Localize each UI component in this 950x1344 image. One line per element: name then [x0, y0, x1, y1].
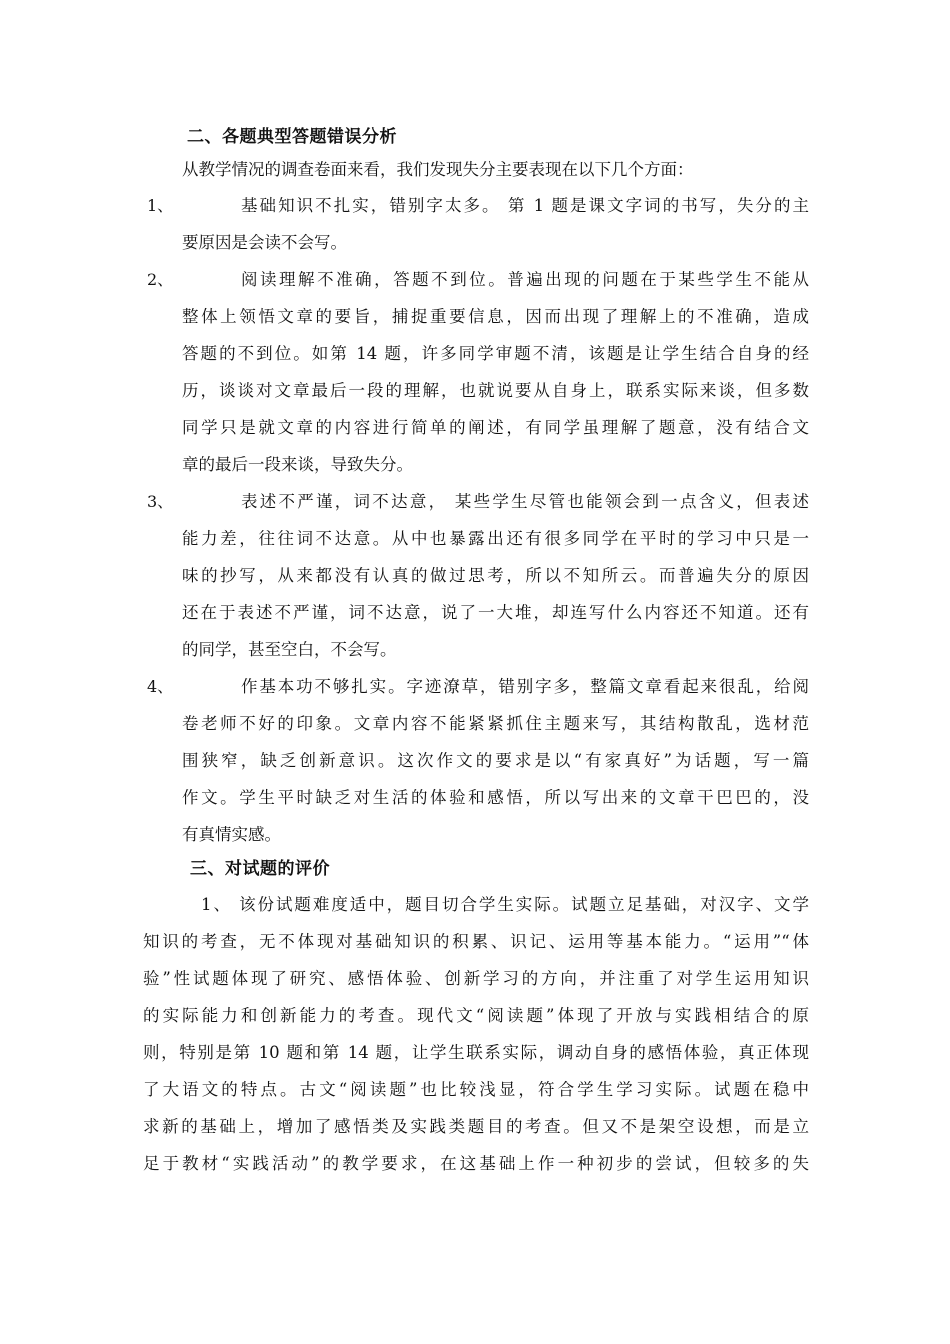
paragraph-line: 知识的考查，无不体现对基础知识的积累、识记、运用等基本能力。“运用”“体	[143, 932, 809, 951]
list-item-line: 阅读理解不准确，答题不到位。普遍出现的问题在于某些学生不能从	[241, 270, 809, 289]
list-item-line: 有真情实感。	[182, 825, 281, 844]
list-item-line: 还在于表述不严谨，词不达意，说了一大堆，却连写什么内容还不知道。还有	[182, 603, 809, 622]
section-intro: 从教学情况的调查卷面来看，我们发现失分主要表现在以下几个方面：	[182, 160, 694, 179]
list-item-number: 2、	[147, 270, 174, 289]
list-item-number: 3、	[147, 492, 174, 511]
paragraph-line: 了大语文的特点。古文“阅读题”也比较浅显，符合学生学习实际。试题在稳中	[143, 1080, 809, 1099]
list-item-number: 1、	[147, 196, 174, 215]
list-item-line: 的同学，甚至空白，不会写。	[182, 640, 397, 659]
list-item-line: 历，谈谈对文章最后一段的理解，也就说要从自身上，联系实际来谈，但多数	[182, 381, 809, 400]
section-heading-2: 二、各题典型答题错误分析	[187, 127, 397, 147]
list-item-line: 章的最后一段来谈，导致失分。	[182, 455, 413, 474]
list-item-line: 要原因是会读不会写。	[182, 233, 347, 252]
list-item-line: 整体上领悟文章的要旨，捕捉重要信息，因而出现了理解上的不准确，造成	[182, 307, 809, 326]
list-item-line: 基础知识不扎实，错别字太多。 第 1 题是课文字词的书写，失分的主	[241, 196, 809, 215]
paragraph-line: 足于教材“实践活动”的教学要求，在这基础上作一种初步的尝试，但较多的失	[143, 1154, 809, 1173]
list-item-line: 围狭窄，缺乏创新意识。这次作文的要求是以“有家真好”为话题，写一篇	[182, 751, 809, 770]
paragraph-line: 求新的基础上，增加了感悟类及实践类题目的考查。但又不是架空设想，而是立	[143, 1117, 809, 1136]
paragraph-line: 验”性试题体现了研究、感悟体验、创新学习的方向，并注重了对学生运用知识	[143, 969, 809, 988]
list-item-line: 答题的不到位。如第 14 题，许多同学审题不清，该题是让学生结合自身的经	[182, 344, 809, 363]
paragraph-line: 则，特别是第 10 题和第 14 题，让学生联系实际，调动自身的感悟体验，真正体现	[143, 1043, 809, 1062]
section-heading-3: 三、对试题的评价	[190, 859, 330, 879]
list-item-line: 卷老师不好的印象。文章内容不能紧紧抓住主题来写，其结构散乱，选材范	[182, 714, 809, 733]
paragraph-line: 的实际能力和创新能力的考查。现代文“阅读题”体现了开放与实践相结合的原	[143, 1006, 809, 1025]
list-item-line: 作基本功不够扎实。字迹潦草，错别字多，整篇文章看起来很乱，给阅	[241, 677, 809, 696]
list-item-line: 同学只是就文章的内容进行简单的阐述，有同学虽理解了题意，没有结合文	[182, 418, 809, 437]
list-item-line: 表述不严谨，词不达意， 某些学生尽管也能领会到一点含义，但表述	[241, 492, 809, 511]
list-item-line: 作文。学生平时缺乏对生活的体验和感悟，所以写出来的文章干巴巴的，没	[182, 788, 809, 807]
list-item-line: 能力差，往往词不达意。从中也暴露出还有很多同学在平时的学习中只是一	[182, 529, 809, 548]
list-item-number: 4、	[147, 677, 174, 696]
list-item-line: 味的抄写，从来都没有认真的做过思考，所以不知所云。而普遍失分的原因	[182, 566, 809, 585]
paragraph-line: 1、 该份试题难度适中，题目切合学生实际。试题立足基础，对汉字、文学	[201, 895, 809, 914]
